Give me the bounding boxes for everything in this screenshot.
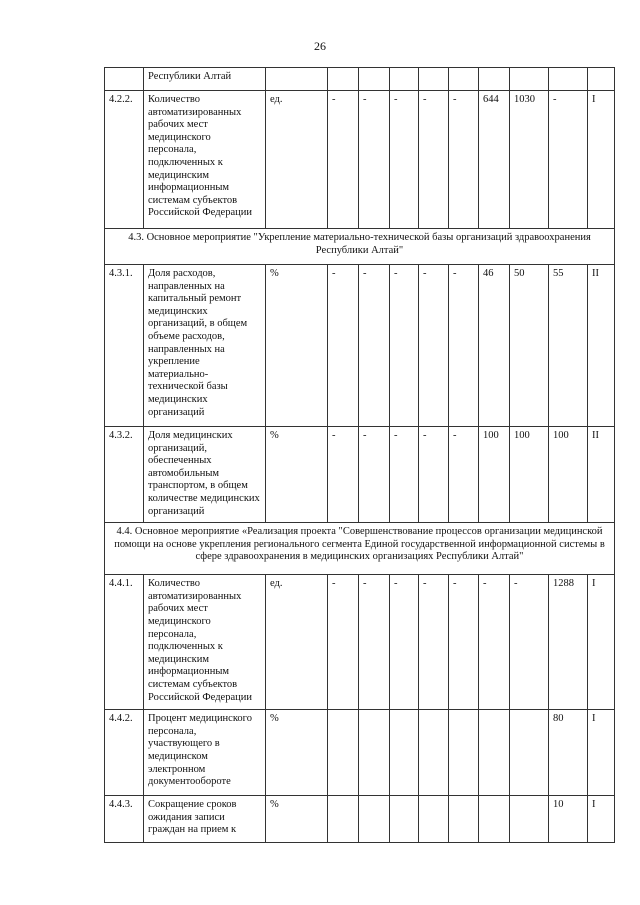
cell-value xyxy=(359,68,390,91)
cell-num: 4.3.2. xyxy=(105,427,144,523)
table-row xyxy=(105,265,615,427)
cell-value xyxy=(510,796,549,843)
cell-name: Количество автоматизированных рабочих мест медицинского персонала, подключенных к медицинским информационным системам субъектов Российской Федерации xyxy=(144,575,266,710)
cell-value xyxy=(479,710,510,796)
cell-value: - xyxy=(359,427,390,523)
cell-value: - xyxy=(449,575,479,710)
cell-value: - xyxy=(390,91,419,229)
cell-value: 100 xyxy=(549,427,588,523)
cell-value: - xyxy=(419,265,449,427)
cell-value xyxy=(419,710,449,796)
cell-type: II xyxy=(588,265,615,427)
section-title: 4.4. Основное мероприятие «Реализация проекта "Совершенствование процессов организации медицинской помощи на основе укрепления регионального сегмента Единой государственной информационной системы в сфере здравоохранения в медицинских организациях Республики Алтай" xyxy=(105,523,615,575)
cell-value: - xyxy=(359,91,390,229)
cell-value: - xyxy=(390,265,419,427)
cell-value xyxy=(328,710,359,796)
section-row xyxy=(105,229,615,265)
cell-value: - xyxy=(328,575,359,710)
cell-name: Доля медицинских организаций, обеспеченных автомобильным транспортом, в общем количестве медицинских организаций xyxy=(144,427,266,523)
cell-value xyxy=(390,68,419,91)
cell-num: 4.4.1. xyxy=(105,575,144,710)
cell-num: 4.3.1. xyxy=(105,265,144,427)
cell-value xyxy=(419,796,449,843)
cell-value: - xyxy=(328,265,359,427)
cell-name: Сокращение сроков ожидания записи граждан на прием к xyxy=(144,796,266,843)
cell-value xyxy=(479,68,510,91)
cell-unit: % xyxy=(266,265,328,427)
cell-name: Республики Алтай xyxy=(144,68,266,91)
cell-num: 4.4.3. xyxy=(105,796,144,843)
cell-value xyxy=(510,710,549,796)
cell-value xyxy=(390,796,419,843)
section-title: 4.3. Основное мероприятие "Укрепление материально-технической базы организаций здравоохранения Республики Алтай" xyxy=(105,229,615,265)
cell-value xyxy=(449,68,479,91)
cell-name: Процент медицинского персонала, участвующего в медицинском электронном документообороте xyxy=(144,710,266,796)
cell-value: - xyxy=(419,427,449,523)
cell-value xyxy=(449,710,479,796)
cell-value xyxy=(328,796,359,843)
cell-type: I xyxy=(588,710,615,796)
cell-type: I xyxy=(588,91,615,229)
cell-value: - xyxy=(510,575,549,710)
cell-value xyxy=(510,68,549,91)
cell-unit: % xyxy=(266,796,328,843)
cell-value xyxy=(390,710,419,796)
cell-value xyxy=(359,796,390,843)
section-row xyxy=(105,523,615,575)
cell-value xyxy=(419,68,449,91)
cell-value: - xyxy=(449,427,479,523)
cell-name: Доля расходов, направленных на капитальный ремонт медицинских организаций, в общем объеме расходов, направленных на укрепление материально- технической базы медицинских организаций xyxy=(144,265,266,427)
cell-unit: % xyxy=(266,427,328,523)
cell-value: 10 xyxy=(549,796,588,843)
cell-value: - xyxy=(449,91,479,229)
cell-value: 55 xyxy=(549,265,588,427)
cell-num: 4.2.2. xyxy=(105,91,144,229)
cell-value xyxy=(549,68,588,91)
cell-type: I xyxy=(588,575,615,710)
cell-value xyxy=(479,796,510,843)
cell-value: - xyxy=(549,91,588,229)
cell-value: - xyxy=(390,427,419,523)
cell-value: - xyxy=(449,265,479,427)
cell-unit xyxy=(266,68,328,91)
indicators-table xyxy=(104,67,615,843)
cell-value: - xyxy=(359,265,390,427)
cell-value xyxy=(359,710,390,796)
table-row xyxy=(105,796,615,843)
cell-value: - xyxy=(479,575,510,710)
cell-value xyxy=(328,68,359,91)
cell-name: Количество автоматизированных рабочих мест медицинского персонала, подключенных к медицинским информационным системам субъектов Российской Федерации xyxy=(144,91,266,229)
cell-value: 1030 xyxy=(510,91,549,229)
cell-value: 50 xyxy=(510,265,549,427)
cell-value: 1288 xyxy=(549,575,588,710)
cell-unit: % xyxy=(266,710,328,796)
cell-unit: ед. xyxy=(266,91,328,229)
cell-value: 644 xyxy=(479,91,510,229)
page-number: 26 xyxy=(314,39,326,53)
cell-value: 46 xyxy=(479,265,510,427)
table-row xyxy=(105,710,615,796)
cell-value: - xyxy=(328,91,359,229)
cell-type: II xyxy=(588,427,615,523)
cell-unit: ед. xyxy=(266,575,328,710)
cell-value: - xyxy=(359,575,390,710)
table-row xyxy=(105,91,615,229)
cell-num: 4.4.2. xyxy=(105,710,144,796)
table-row xyxy=(105,427,615,523)
cell-value: - xyxy=(390,575,419,710)
cell-value: 100 xyxy=(510,427,549,523)
cell-type: I xyxy=(588,796,615,843)
cell-num xyxy=(105,68,144,91)
cell-value: - xyxy=(419,575,449,710)
cell-type xyxy=(588,68,615,91)
cell-value: - xyxy=(419,91,449,229)
cell-value xyxy=(449,796,479,843)
table-row xyxy=(105,68,615,91)
table-row xyxy=(105,575,615,710)
cell-value: 80 xyxy=(549,710,588,796)
cell-value: - xyxy=(328,427,359,523)
cell-value: 100 xyxy=(479,427,510,523)
